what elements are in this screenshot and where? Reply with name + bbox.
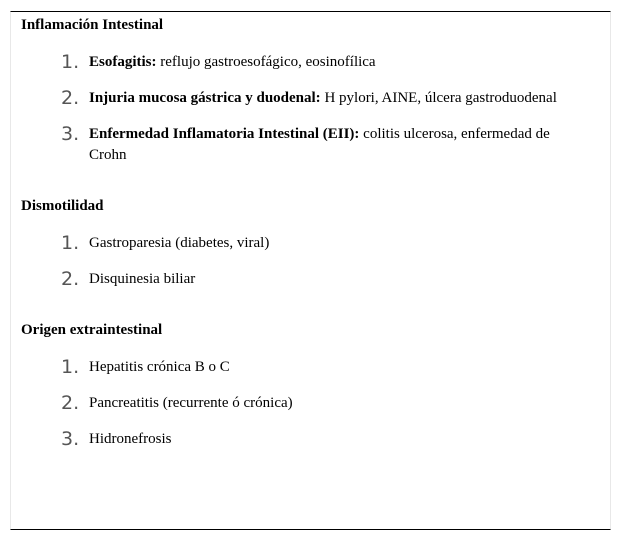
section-inflamacion [21, 15, 610, 166]
ordered-list [21, 233, 610, 290]
ordered-list [21, 52, 610, 166]
list-number: 1. [61, 51, 80, 73]
item-text: reflujo gastroesofágico, eosinofílica [156, 54, 376, 70]
content-table [10, 11, 611, 530]
list-item [21, 393, 610, 414]
item-text: H pylori, AINE, úlcera gastroduodenal [320, 90, 557, 106]
list-number: 1. [61, 232, 80, 254]
list-item [21, 124, 610, 166]
list-item [21, 88, 610, 109]
list-number: 1. [61, 356, 80, 378]
item-text: Pancreatitis (recurrente ó crónica) [89, 395, 293, 411]
list-item [21, 429, 610, 450]
list-item [21, 233, 610, 254]
list-number: 2. [61, 87, 80, 109]
ordered-list [21, 357, 610, 450]
list-number: 3. [61, 428, 80, 450]
item-term: Enfermedad Inflamatoria Intestinal (EII): [89, 126, 360, 142]
section-spacer [21, 181, 610, 196]
item-text: Disquinesia biliar [89, 271, 196, 287]
section-title: Inflamación Intestinal [21, 17, 164, 33]
item-text: Gastroparesia (diabetes, viral) [89, 235, 270, 251]
section-title: Dismotilidad [21, 198, 104, 214]
section-title: Origen extraintestinal [21, 322, 163, 338]
list-number: 2. [61, 392, 80, 414]
list-item [21, 269, 610, 290]
list-item [21, 52, 610, 73]
section-dismotilidad [21, 196, 610, 290]
item-term: Esofagitis: [89, 54, 157, 70]
item-text: Hepatitis crónica B o C [89, 359, 230, 375]
list-item [21, 357, 610, 378]
content-body [11, 12, 610, 450]
list-number: 2. [61, 268, 80, 290]
item-term: Injuria mucosa gástrica y duodenal: [89, 90, 321, 106]
list-number: 3. [61, 123, 80, 145]
item-text: colitis ulcerosa, enfermedad de Crohn [89, 126, 550, 163]
item-text: Hidronefrosis [89, 431, 172, 447]
section-spacer [21, 305, 610, 320]
section-extraintestinal [21, 320, 610, 450]
